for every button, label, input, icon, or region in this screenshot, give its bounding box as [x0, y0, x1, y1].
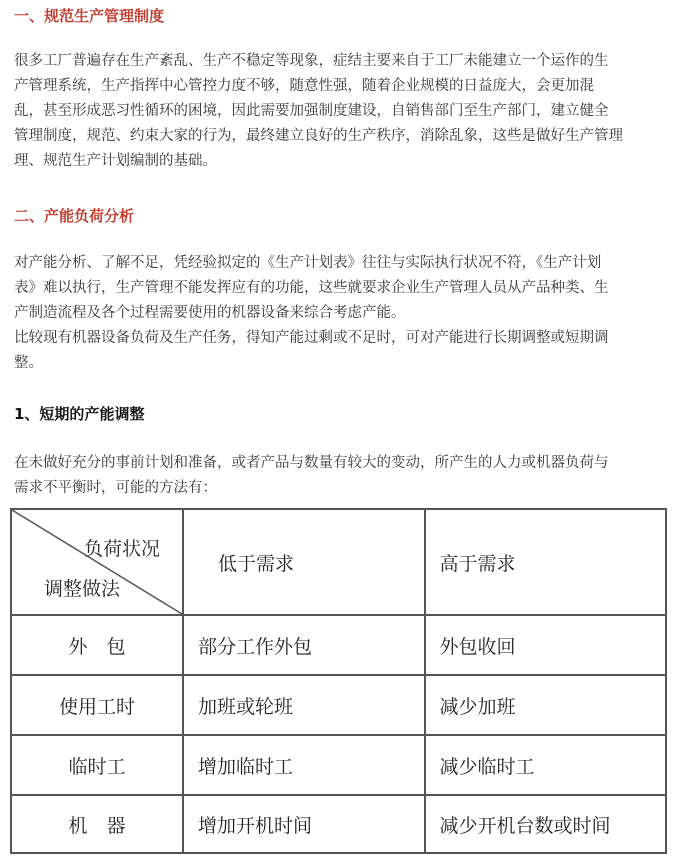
paragraph-line: 整。 — [14, 355, 43, 371]
table-row — [11, 615, 666, 675]
paragraph-line: 理、规范生产计划编制的基础。 — [14, 153, 217, 169]
subsection1-title: 1、短期的产能调整 — [14, 405, 145, 423]
paragraph-line: 产管理系统，生产指挥中心管控力度不够，随意性强，随着企业规模的日益庞大，会更加混 — [14, 78, 594, 94]
cell-above-demand: 减少开机台数或时间 — [425, 795, 667, 853]
section1-title: 一、规范生产管理制度 — [14, 7, 165, 25]
capacity-adjustment-table — [10, 508, 667, 854]
paragraph-line: 很多工厂普遍存在生产紊乱、生产不稳定等现象，症结主要来自于工厂未能建立一个运作的生 — [14, 53, 609, 69]
header-above-demand: 高于需求 — [425, 509, 667, 615]
cell-below-demand: 部分工作外包 — [183, 615, 425, 675]
subsection1-paragraph — [14, 451, 660, 501]
cell-above-demand: 外包收回 — [425, 615, 667, 675]
table-row — [11, 795, 666, 853]
paragraph-line: 乱，甚至形成恶习性循环的困境，因此需要加强制度建设，自销售部门至生产部门，建立健全 — [14, 103, 609, 119]
paragraph-line: 对产能分析、了解不足，凭经验拟定的《生产计划表》往往与实际执行状况不符，《生产计划 — [14, 255, 602, 271]
table-row — [11, 735, 666, 795]
cell-above-demand: 减少临时工 — [425, 735, 667, 795]
row-label: 临时工 — [11, 735, 183, 795]
section2-title: 二、产能负荷分析 — [14, 207, 135, 225]
cell-below-demand: 加班或轮班 — [183, 675, 425, 735]
row-label: 外 包 — [11, 615, 183, 675]
cell-above-demand: 减少加班 — [425, 675, 667, 735]
cell-below-demand: 增加开机时间 — [183, 795, 425, 853]
section2-paragraph — [14, 251, 660, 376]
paragraph-line: 表》难以执行，生产管理不能发挥应有的功能，这些就要求企业生产管理人员从产品种类、生 — [14, 280, 609, 296]
table-row — [11, 675, 666, 735]
row-label: 使用工时 — [11, 675, 183, 735]
cell-below-demand: 增加临时工 — [183, 735, 425, 795]
paragraph-line: 管理制度，规范、约束大家的行为，最终建立良好的生产秩序，消除乱象，这些是做好生产管理 — [14, 128, 623, 144]
diagonal-header-cell — [11, 509, 183, 615]
header-below-demand: 低于需求 — [183, 509, 425, 615]
table-header-row — [11, 509, 666, 615]
paragraph-line: 在未做好充分的事前计划和准备，或者产品与数量有较大的变动，所产生的人力或机器负荷与 — [14, 455, 609, 471]
paragraph-line: 产制造流程及各个过程需要使用的机器设备来综合考虑产能。 — [14, 305, 406, 321]
paragraph-line: 需求不平衡时，可能的方法有： — [14, 480, 217, 496]
section1-paragraph — [14, 49, 660, 174]
header-load-status: 负荷状况 — [83, 538, 160, 560]
row-label: 机 器 — [11, 795, 183, 853]
paragraph-line: 比较现有机器设备负荷及生产任务，得知产能过剩或不足时，可对产能进行长期调整或短期调 — [14, 330, 609, 346]
header-adjustment-method: 调整做法 — [44, 578, 121, 600]
